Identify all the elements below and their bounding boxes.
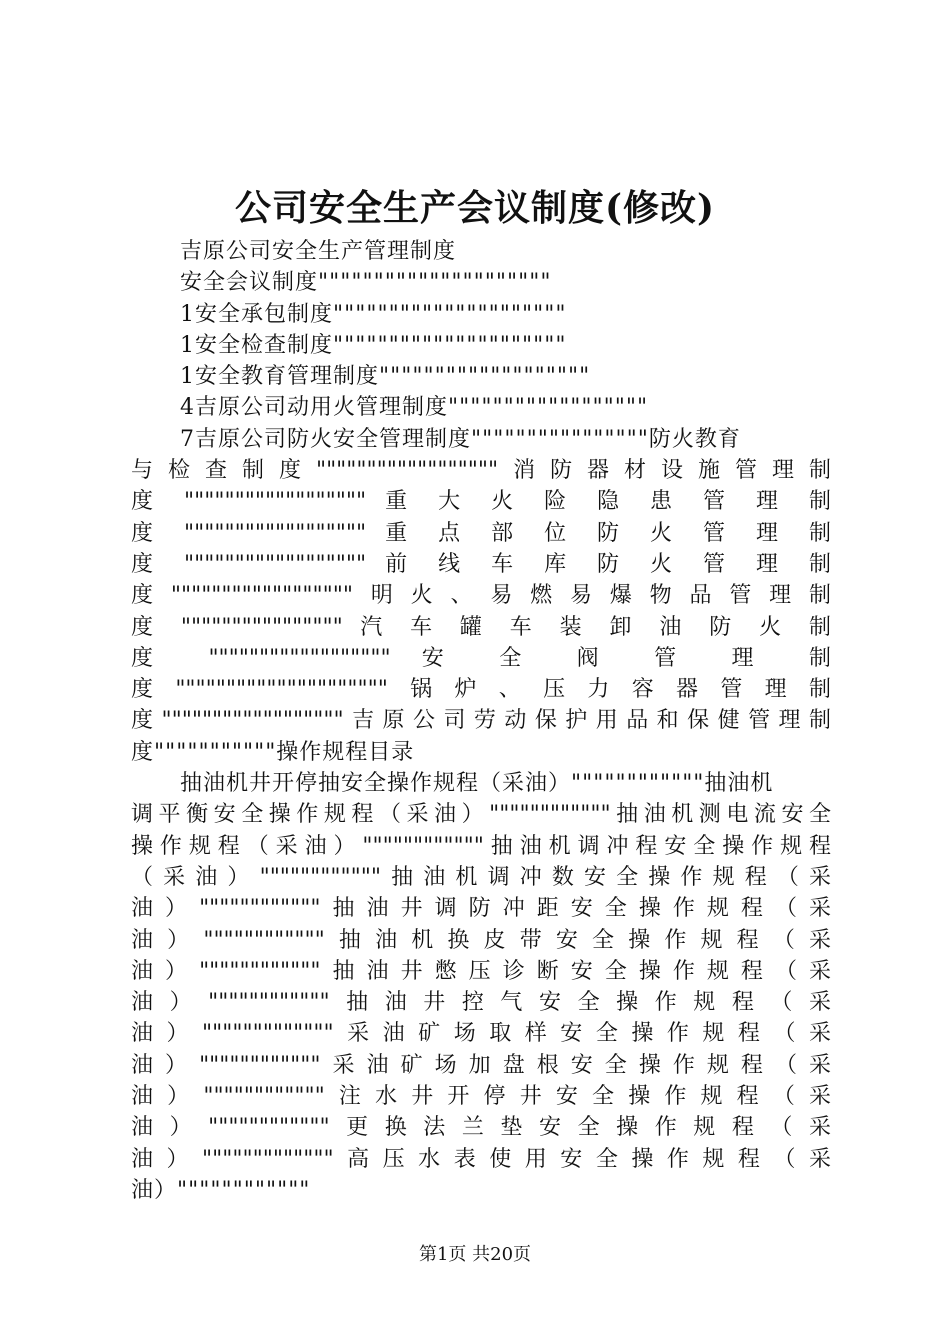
paragraph-line: 油）""""""""""""注水井开停井安全操作规程（采 xyxy=(131,1084,831,1110)
toc-line: 安全会议制度""""""""""""""""""""" xyxy=(180,270,552,296)
document-body xyxy=(131,236,831,1206)
paragraph-line: 调平衡安全操作规程（采油）""""""""""""抽油机测电流安全 xyxy=(131,802,831,828)
paragraph-line: 度 """""""""""""""""" 重 大 火 险 隐 患 管 理 制 xyxy=(131,489,831,515)
paragraph-line: 抽油机井开停抽安全操作规程（采油）""""""""""""抽油机 xyxy=(180,771,774,797)
paragraph-line: 油）""""""""""""采油矿场加盘根安全操作规程（采 xyxy=(131,1052,831,1078)
paragraph-line: 油）"""""""""""""高压水表使用安全操作规程（采 xyxy=(131,1146,831,1172)
paragraph-line: 操作规程（采油）""""""""""""抽油机调冲程安全操作规程 xyxy=(131,833,831,859)
paragraph-line: 油）""""""""""""抽油井调防冲距安全操作规程（采 xyxy=(131,896,831,922)
paragraph-line: 油）""""""""""""更换法兰垫安全操作规程（采 xyxy=(131,1115,831,1141)
paragraph-line: 油）""""""""""""抽油井控气安全操作规程（采 xyxy=(131,990,831,1016)
paragraph-line: 度 """""""""""""""""" 安 全 阀 管 理 制 xyxy=(131,645,831,671)
paragraph-line: 度 """""""""""""""" 汽 车 罐 车 装 卸 油 防 火 制 xyxy=(131,614,831,640)
paragraph-line: 油）"""""""""""""采油矿场取样安全操作规程（采 xyxy=(131,1021,831,1047)
paragraph-line: （采油）""""""""""""抽油机调冲数安全操作规程（采 xyxy=(131,864,831,890)
toc-line: 1安全教育管理制度""""""""""""""""""" xyxy=(180,364,591,390)
paragraph-line: 度"""""""""""操作规程目录 xyxy=(131,739,415,765)
document-title: 公司安全生产会议制度(修改) xyxy=(234,187,716,229)
procedures-paragraph xyxy=(131,768,831,1206)
paragraph-line: 度 """""""""""""""""" 前 线 车 库 防 火 管 理 制 xyxy=(131,551,831,577)
paragraph-line: 油）""""""""""""抽油井憋压诊断安全操作规程（采 xyxy=(131,958,831,984)
toc-line: 1安全检查制度""""""""""""""""""""" xyxy=(180,332,567,358)
toc-line: 1安全承包制度""""""""""""""""""""" xyxy=(180,301,567,327)
paragraph-line: 度""""""""""""""""""明火、易燃易爆物品管理制 xyxy=(131,583,831,609)
toc-section xyxy=(131,236,831,424)
paragraph-line: 度 """""""""""""""""" 重 点 部 位 防 火 管 理 制 xyxy=(131,520,831,546)
paragraph-line: 与检查制度""""""""""""""""""消防器材设施管理制 xyxy=(131,458,831,484)
paragraph-line: 度"""""""""""""""""""""锅炉、压力容器管理制 xyxy=(131,677,831,703)
toc-line: 吉原公司安全生产管理制度 xyxy=(180,239,457,264)
paragraph-line: 7吉原公司防火安全管理制度""""""""""""""""防火教育 xyxy=(180,426,741,452)
paragraph-line: 油）""""""""""""抽油机换皮带安全操作规程（采 xyxy=(131,927,831,953)
paragraph-line: 油）"""""""""""" xyxy=(131,1177,311,1203)
regulations-paragraph xyxy=(131,424,831,768)
paragraph-line: 度""""""""""""""""""吉原公司劳动保护用品和保健管理制 xyxy=(131,708,831,734)
page-number-footer: 第1页 共20页 xyxy=(418,1244,532,1265)
toc-line: 4吉原公司动用火管理制度"""""""""""""""""" xyxy=(180,395,649,421)
